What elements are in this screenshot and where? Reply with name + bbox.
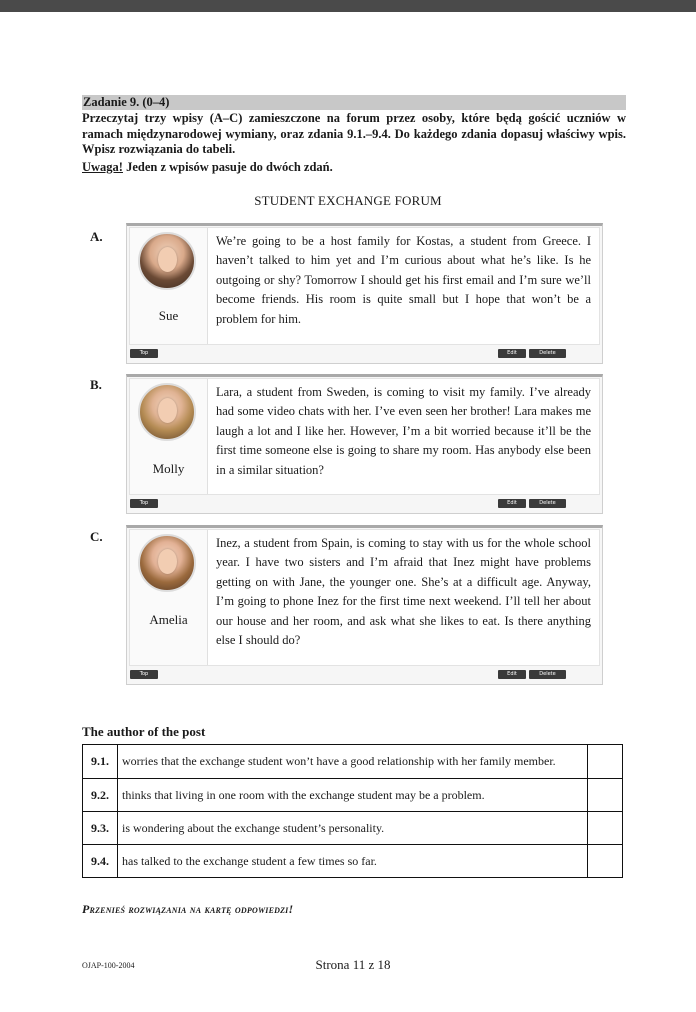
post-user-column: [130, 530, 208, 665]
post-username: Molly: [152, 461, 185, 476]
viewer-top-bar: [0, 0, 696, 12]
answer-cell[interactable]: [588, 812, 623, 845]
post-text: Lara, a student from Sweden, is coming to visit my family. I’ve already had some video chats with her. I’ve even seen her brother! Lara makes me laugh a lot and I like her. However, I’m a bit worried because it’ll be the first time someone else is going to share my room. Has anybody else been in a similar situation?: [216, 385, 591, 477]
post-footer: [127, 666, 602, 684]
post-footer: [127, 345, 602, 363]
delete-button[interactable]: Delete: [529, 499, 566, 508]
post-text: We’re going to be a host family for Kostas, a student from Greece. I haven’t talked to him yet and I’m curious about what he’s like. Is he outgoing or shy? Tomorrow I should get his first email and I’m sure we’ll become friends. His room is quite small but I hope that won’t be a problem for him.: [216, 234, 591, 326]
instruction-text: Przeczytaj trzy wpisy (A–C) zamieszczone na forum przez osoby, które będą gościć uczniów w ramach międzynarodowej wymiany, oraz zdania 9.1.–9.4. Do każdego zdania dopasuj właściwy wpis. Wpisz rozwiązania do tabeli.: [82, 111, 626, 156]
row-statement: thinks that living in one room with the exchange student may be a problem.: [118, 779, 588, 812]
post-text: Inez, a student from Spain, is coming to stay with us for the whole school year. I have two sisters and I’m afraid that Inez might have problems getting on with Jane, the younger one. She’s at a difficult age. Anyway, I’m going to phone Inez for the first time next weekend. I’ll tell her about our house and her room, and ask what she likes to eat. Is there anything else I should do?: [216, 536, 591, 648]
answer-row: [83, 745, 623, 779]
delete-button[interactable]: Delete: [529, 349, 566, 358]
post-user-column: [130, 228, 208, 344]
row-statement: worries that the exchange student won’t have a good relationship with her family member.: [118, 745, 588, 779]
task-note: [82, 160, 333, 175]
answer-cell[interactable]: [588, 779, 623, 812]
row-statement: has talked to the exchange student a few times so far.: [118, 845, 588, 878]
page-number-text: Strona 11 z 18: [315, 957, 391, 972]
answer-cell[interactable]: [588, 845, 623, 878]
task-header: Zadanie 9. (0–4): [82, 95, 626, 110]
answers-table: [82, 744, 623, 878]
post-username: Sue: [158, 308, 179, 323]
transfer-instruction: Przenieś rozwiązania na kartę odpowiedzi!: [82, 902, 294, 916]
row-number: 9.4.: [83, 845, 118, 878]
forum-post-a: [126, 223, 603, 364]
post-body: [129, 378, 600, 495]
note-text: Jeden z wpisów pasuje do dwóch zdań.: [122, 160, 333, 174]
answer-row: [83, 812, 623, 845]
edit-button[interactable]: Edit: [498, 349, 526, 358]
top-button[interactable]: Top: [130, 670, 158, 679]
row-number: 9.1.: [83, 745, 118, 779]
edit-button[interactable]: Edit: [498, 670, 526, 679]
post-username: Amelia: [149, 612, 188, 627]
task-instructions: [82, 111, 626, 158]
forum-post-c: [126, 525, 603, 685]
top-button[interactable]: Top: [130, 499, 158, 508]
answer-row: [83, 845, 623, 878]
post-footer: [127, 495, 602, 513]
answer-row: [83, 779, 623, 812]
post-letter-c: C.: [90, 529, 103, 544]
answer-cell[interactable]: [588, 745, 623, 779]
note-label: Uwaga!: [82, 160, 123, 174]
forum-title: STUDENT EXCHANGE FORUM: [254, 193, 442, 208]
row-number: 9.3.: [83, 812, 118, 845]
post-body: [129, 227, 600, 345]
avatar-face: [158, 549, 177, 574]
row-statement: is wondering about the exchange student’s personality.: [118, 812, 588, 845]
avatar-face: [158, 398, 177, 423]
page-number: [0, 957, 696, 973]
post-user-column: [130, 379, 208, 494]
answers-title: The author of the post: [82, 724, 206, 739]
post-letter-a: A.: [90, 229, 103, 244]
forum-post-b: [126, 374, 603, 514]
post-body: [129, 529, 600, 666]
girl-dark-hair-avatar-icon: [138, 232, 196, 290]
girl-blonde-hair-avatar-icon: [138, 383, 196, 441]
row-number: 9.2.: [83, 779, 118, 812]
avatar-face: [158, 247, 177, 272]
girl-auburn-hair-avatar-icon: [138, 534, 196, 592]
delete-button[interactable]: Delete: [529, 670, 566, 679]
post-letter-b: B.: [90, 377, 102, 392]
top-button[interactable]: Top: [130, 349, 158, 358]
edit-button[interactable]: Edit: [498, 499, 526, 508]
exam-code: OJAP-100-2004: [82, 961, 135, 970]
